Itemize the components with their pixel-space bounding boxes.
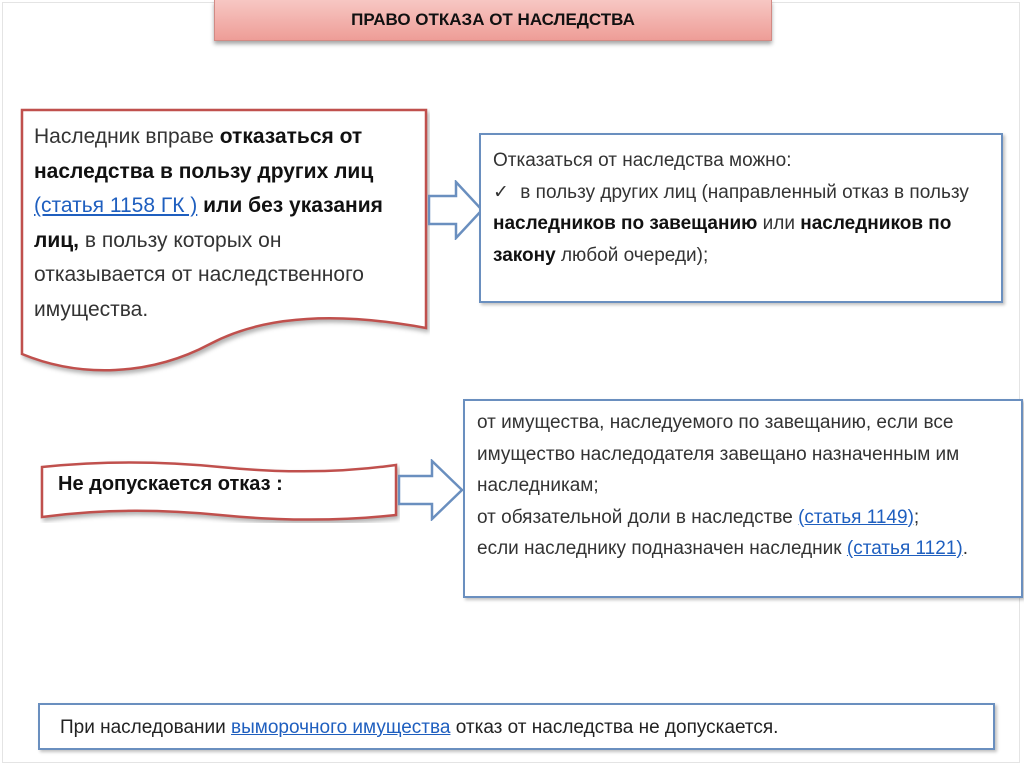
heir-right-text-part: Наследник вправе: [34, 125, 220, 148]
refusal-option-bold-1: наследников по завещанию: [493, 213, 758, 234]
refusal-not-allowed-box: [463, 399, 1023, 598]
escheat-note-text-2: отказ от наследства не допускается.: [450, 717, 779, 738]
refusal-option-text-3: любой очереди);: [555, 244, 709, 266]
refusal-options-box: [479, 133, 1003, 303]
refusal-not-allowed-label-box: [40, 459, 400, 523]
refusal-option-bold-2: наследников по закону: [493, 213, 952, 266]
refusal-case-2-end: ;: [913, 506, 920, 528]
heir-right-document-box: [20, 108, 430, 380]
article-1149-link[interactable]: (статья 1149): [798, 506, 914, 528]
article-1121-link[interactable]: (статья 1121): [846, 538, 963, 559]
refusal-case-2-text: от обязательной доли в наследстве: [477, 506, 799, 528]
refusal-case-1: от имущества, наследуемого по завещанию, если все имущество наследодателя завещано назначенным им наследникам;: [477, 412, 960, 496]
heir-right-text-bold: отказаться от наследства в пользу других лиц: [34, 125, 374, 183]
refusal-case-3: [477, 533, 1011, 565]
refusal-option-text-2: или: [757, 213, 801, 234]
arrow-right-icon-2: [398, 459, 464, 521]
refusal-case-3-text: если наследнику подназначен наследник: [477, 538, 847, 559]
escheat-property-link[interactable]: выморочного имущества: [231, 717, 451, 738]
heir-right-text-end: в пользу которых он отказывается от наследственного имущества.: [34, 228, 364, 321]
heir-right-text: [34, 120, 414, 327]
escheat-property-note-box: [38, 703, 995, 750]
heir-right-text-bold-2: или без указания лиц,: [34, 194, 383, 252]
refusal-option-item: [493, 177, 991, 272]
slide-title-text: ПРАВО ОТКАЗА ОТ НАСЛЕДСТВА: [351, 10, 635, 29]
escheat-note-text: При наследовании: [60, 717, 232, 738]
refusal-case-3-end: .: [962, 538, 968, 559]
arrow-right-icon: [428, 180, 484, 240]
slide-title: [214, 0, 772, 41]
refusal-option-text: в пользу других лиц (направленный отказ в пользу: [515, 181, 969, 203]
article-1158-link[interactable]: (статья 1158 ГК ): [34, 194, 198, 217]
refusal-not-allowed-label: Не допускается отказ :: [58, 473, 283, 495]
check-icon: ✓: [493, 181, 509, 203]
refusal-case-2: [477, 502, 1011, 534]
refusal-options-heading: Отказаться от наследства можно:: [493, 150, 792, 171]
